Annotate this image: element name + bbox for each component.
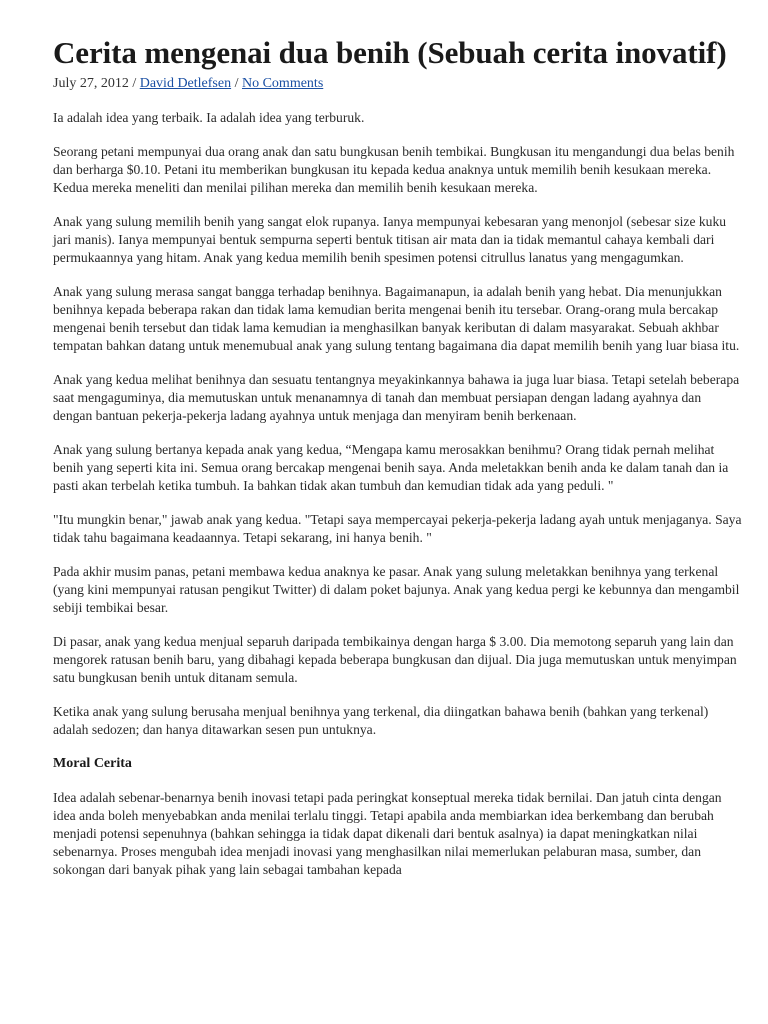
paragraph: Seorang petani mempunyai dua orang anak dan satu bungkusan benih tembikai. Bungkusan itu mengandungi dua belas benih dan berharga $0.10. Petani itu memberikan bungkusan itu kepada kedua anaknya untuk memilih benih kesukaan mereka. Kedua mereka meneliti dan menilai pilihan mereka dan memilih benih kesukaan mereka. bbox=[53, 144, 735, 195]
paragraph: Anak yang kedua melihat benihnya dan sesuatu tentangnya meyakinkannya bahawa ia juga luar biasa. Tetapi setelah beberapa saat mengaguminya, dia memutuskan untuk menanamnya di tanah dan membuat persiapan dengan ladang ayahnya dan dengan bantuan pekerja-pekerja ladang ayahnya untuk menjaga dan menyiram benih berkenaan. bbox=[53, 372, 740, 423]
paragraph: Anak yang sulung bertanya kepada anak yang kedua, “Mengapa kamu merosakkan benihmu? Orang tidak pernah melihat benih yang seperti kita ini. Semua orang bercakap mengenai benih saya. Anda meletakkan benih anda ke dalam tanah dan ia pasti akan terbelah ketika tumbuh. Ia bahkan tidak akan tumbuh dan kemudian tidak ada yang peduli. " bbox=[53, 442, 729, 493]
paragraph: Anak yang sulung memilih benih yang sangat elok rupanya. Ianya mempunyai kebesaran yang menonjol (sebesar size kuku jari manis). Ianya mempunyai bentuk sempurna seperti bentuk titisan air mata dan ia tidak memantul cahaya kembali dari permukaannya yang hitam. Anak yang kedua memilih benih spesimen potensi citrullus lanatus yang mengagumkan. bbox=[53, 214, 727, 265]
paragraph: Ketika anak yang sulung berusaha menjual benihnya yang terkenal, dia diingatkan bahawa benih (bahkan yang terkenal) adalah sedozen; dan hanya ditawarkan sesen pun untuknya. bbox=[53, 704, 709, 737]
comments-link[interactable]: No Comments bbox=[241, 76, 324, 91]
moral-paragraph: Idea adalah sebenar-benarnya benih inovasi tetapi pada peringkat konseptual mereka tidak bernilai. Dan jatuh cinta dengan idea anda boleh menyebabkan anda menilai terlalu tinggi. Tetapi apabila anda membiarkan idea berkembang dan berubah menjadi potensi sepenuhnya (bahkan sehingga ia tidak dapat dikenali dari bentuk asalnya) ia dapat meningkatkan nilai sebenarnya. Proses mengubah idea menjadi inovasi yang menghasilkan nilai memerlukan pelaburan masa, sumber, dan sokongan dari banyak pihak yang lain sebagai tambahan kepada bbox=[53, 790, 722, 877]
paragraph: Anak yang sulung merasa sangat bangga terhadap benihnya. Bagaimanapun, ia adalah benih yang hebat. Dia menunjukkan benihnya kepada beberapa rakan dan tidak lama kemudian berita mengenai benih itu tersebar. Orang-orang mula bercakap mengenai benih tersebut dan tidak lama kemudian ia menghasilkan banyak keributan di dalam masyarakat. Sebuah akhbar tempatan bahkan datang untuk menemubual anak yang sulung tentang bagaimana dia dapat memilih benih yang luar biasa itu. bbox=[53, 284, 740, 353]
post-date: July 27, 2012 bbox=[53, 76, 129, 91]
article-title: Cerita mengenai dua benih (Sebuah cerita inovatif) bbox=[53, 35, 727, 70]
author-link[interactable]: David Detlefsen bbox=[139, 76, 232, 91]
moral-heading: Moral Cerita bbox=[53, 756, 132, 771]
paragraph: Ia adalah idea yang terbaik. Ia adalah idea yang terburuk. bbox=[53, 110, 365, 125]
paragraph: Pada akhir musim panas, petani membawa kedua anaknya ke pasar. Anak yang sulung meletakkan benihnya yang terkenal (yang kini mempunyai ratusan pengikut Twitter) di dalam poket bajunya. Anak yang kedua pergi ke kebunnya dan mengambil sebiji tembikai besar. bbox=[53, 564, 740, 615]
meta-separator: / bbox=[231, 76, 242, 91]
article bbox=[53, 34, 743, 895]
article-meta bbox=[53, 75, 743, 93]
article-body bbox=[53, 109, 743, 879]
meta-separator: / bbox=[128, 76, 140, 91]
paragraph: "Itu mungkin benar," jawab anak yang kedua. "Tetapi saya mempercayai pekerja-pekerja ladang ayah untuk menjaganya. Saya tidak tahu bagaimana keadaannya. Tetapi sekarang, ini hanya benih. " bbox=[53, 512, 742, 545]
paragraph: Di pasar, anak yang kedua menjual separuh daripada tembikainya dengan harga $ 3.00. Dia memotong separuh yang lain dan mengorek ratusan benih baru, yang dibahagi kepada beberapa bungkusan dan dijual. Dia juga memutuskan untuk menyimpan satu bungkusan benih untuk ditanam semula. bbox=[53, 634, 737, 685]
